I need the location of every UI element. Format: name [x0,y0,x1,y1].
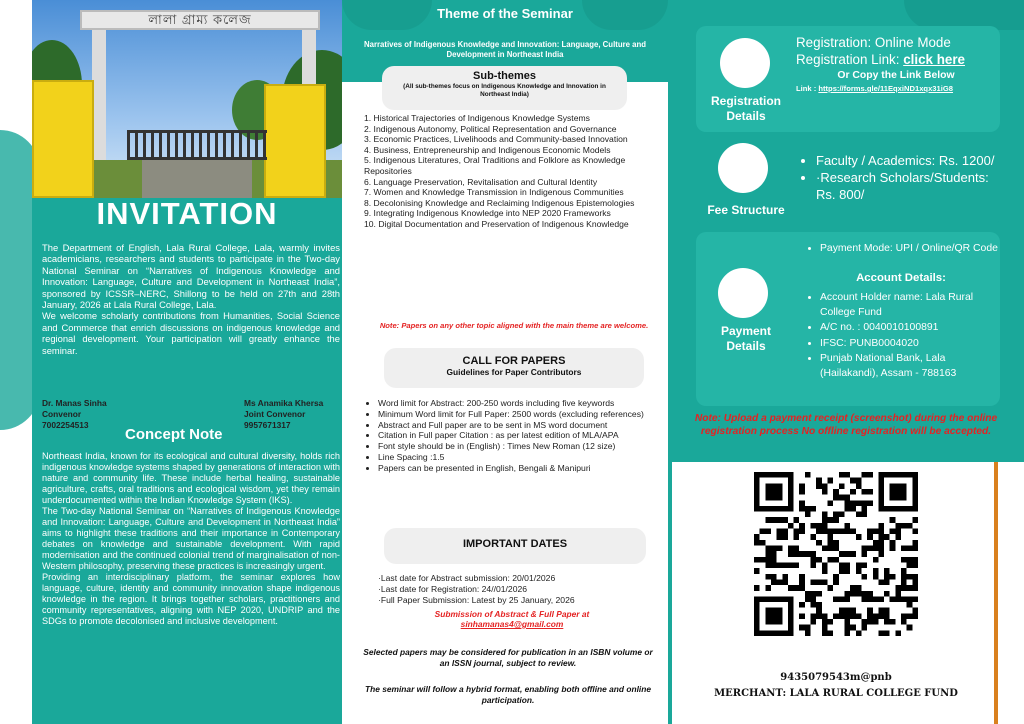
payment-mode-list [820,242,1000,255]
guideline-item: • Font style should be in (English) : Times New Roman (12 size) [378,441,664,452]
cfp-subtitle: Guidelines for Paper Contributors [446,367,582,377]
call-for-papers-header [384,348,644,388]
subtheme-item: 7. Women and Knowledge Transmission in Indigenous Communities [364,187,624,198]
subthemes-header [382,66,627,110]
invitation-paragraph: We welcome scholarly contributions from Humanities, Social Science and Commerce that enrich discussions on indigenous knowledge and regional development. Your participation will greatly enhance the seminar. [42,310,340,356]
cfp-title: CALL FOR PAPERS [462,355,566,367]
theme-label: Theme of the Seminar [437,6,573,21]
hybrid-format-note: The seminar will follow a hybrid format, enabling both offline and online participation. [364,684,651,705]
fee-circle [718,143,768,193]
fee-structure-label: Fee Structure [707,203,785,217]
payment-box [696,232,1000,406]
date-item: ·Last date for Abstract submission: 20/01/2026 [378,573,556,583]
joint-convenor-phone: 9957671317 [244,420,291,430]
account-item: • A/C no. : 0040010100891 [820,320,998,335]
registration-link-prefix: Registration Link: [796,52,904,67]
fee-list [816,152,1006,203]
upi-id: 9435079543m@pnb [780,672,892,683]
convenor-role: Convenor [42,409,82,419]
payment-circle [718,268,768,318]
guideline-item: • Word limit for Abstract: 200-250 words including five keywords [378,398,664,409]
publication-note: Selected papers may be considered for publication in an ISBN volume or an ISSN journal, subject to review. [363,647,653,668]
account-details-list [820,290,998,381]
gate-sign: লালা গ্ৰাম্য কলেজ [148,12,252,27]
subtheme-item: 10. Digital Documentation and Preservation of Indigenous Knowledge [364,218,629,229]
guideline-item: • Abstract and Full paper are to be sent in MS word document [378,420,664,431]
subthemes-subtitle: (All sub-themes focus on Indigenous Knowledge and Innovation in Northeast India) [403,83,606,98]
guideline-item: • Papers can be presented in English, Bengali & Manipuri [378,463,664,474]
concept-note-title: Concept Note [125,426,223,443]
account-item: • Account Holder name: Lala Rural College Fund [820,290,998,320]
registration-label: Registration Details [710,94,781,123]
registration-link-row [796,51,965,68]
convenor-name: Dr. Manas Sinha [42,398,107,408]
payment-note: Note: Upload a payment receipt (screenshot) during the online registration process No offline registration will be accepted. [694,413,998,437]
subtheme-item: 5. Indigenous Literatures, Oral Traditions and Folklore as Knowledge Repositories [364,155,626,176]
guideline-item: • Line Spacing :1.5 [378,452,664,463]
joint-convenor-role: Joint Convenor [244,409,306,419]
account-item: • IFSC: PUNB0004020 [820,336,998,351]
fee-structure-box [696,138,1000,226]
convenor-phone: 7002254513 [42,420,89,430]
registration-mode: Registration: Online Mode [796,35,951,50]
theme-text: Narratives of Indigenous Knowledge and Innovation: Language, Culture and Development in Northeast India [363,40,646,59]
fee-item: • ·Research Scholars/Students: Rs. 800/ [816,169,1006,203]
concept-paragraph: Providing an interdisciplinary platform, the seminar explores how language, culture, identity and community innovation shape indigenous knowledge in the region. It brings together scholars, practitioners and community representatives, aligning with NEP 2020, UNDRIP and the SDGs to promote decolonised and inclusive development. [42,572,340,626]
subtheme-item: 8. Decolonising Knowledge and Reclaiming Indigenous Epistemologies [364,197,635,208]
dates-title: IMPORTANT DATES [462,538,568,550]
click-here-link[interactable]: click here [903,52,965,67]
subtheme-item: 2. Indigenous Autonomy, Political Representation and Governance [364,123,617,134]
invitation-title: INVITATION [96,196,278,231]
account-details-title: Account Details: [856,272,946,284]
registration-circle [720,38,770,88]
payment-qr-code [754,472,918,636]
subthemes-note: Note: Papers on any other topic aligned with the main theme are welcome. [379,321,649,330]
submission-note [372,609,652,629]
fee-item: • Faculty / Academics: Rs. 1200/ [816,152,1006,169]
joint-convenor-name: Ms Anamika Khersa [244,398,324,408]
guidelines-list [368,398,664,474]
registration-box [696,26,1000,132]
college-gate-photo [32,0,342,198]
guideline-item: • Citation in Full paper Citation : as per latest edition of MLA/APA [378,430,664,441]
date-item: ·Last date for Registration: 24//01/2026 [378,583,528,594]
form-url-link[interactable]: https://forms.gle/11EqxiND1xqx31iG8 [818,84,953,93]
dates-list [378,573,658,605]
concept-paragraph: The Two-day National Seminar on “Narratives of Indigenous Knowledge and Innovation: Language, Culture and Development in Northeast India” aims to highlight these traditions and their importance in Contemporary debates on knowledge and sustainable development. With rapid modernisation and the continued colonial trend of marginalisation of non-Western philosophy, preserving these practices is increasingly urgent. [42,506,340,571]
convenor-block [42,398,107,431]
payment-label: Payment Details [720,324,772,353]
concept-paragraph: Northeast India, known for its ecological and cultural diversity, holds rich indigenous knowledge systems shaped by generations of interaction with nature and community life. These include herbal healing, sustainable agriculture, crafts, oral traditions and ecological wisdom, yet they remain underdocumented within the Indian Knowledge System (IKS). [42,451,340,505]
account-item: • Punjab National Bank, Lala (Hailakandi), Assam - 788163 [820,351,998,381]
middle-panel [342,0,668,724]
form-link-row [796,84,953,93]
subtheme-item: 3. Economic Practices, Livelihoods and Community-based Innovation [364,134,628,145]
important-dates-header [384,528,646,564]
date-item: ·Full Paper Submission: Latest by 25 January, 2026 [378,594,575,605]
concept-note-text [42,451,340,627]
subtheme-item: 1. Historical Trajectories of Indigenous Knowledge Systems [364,113,590,123]
submission-email-link[interactable]: sinhamanas4@gmail.com [460,619,564,629]
registration-info [796,34,965,68]
subtheme-item: 6. Language Preservation, Revitalisation and Cultural Identity [364,176,598,187]
invitation-paragraph: The Department of English, Lala Rural College, Lala, warmly invites academicians, researchers and students to participate in the Two-day National Seminar on “Narratives of Indigenous Knowledge and Innovation: Language, Culture and Development in Northeast India”, sponsored by ICSSR–NERC, Shillong to be held on 27th and 28th January, 2026 at Lala Rural College, Lala. [42,242,340,311]
invitation-text [42,242,340,356]
joint-convenor-block [244,398,323,431]
subtheme-item: 9. Integrating Indigenous Knowledge into NEP 2020 Frameworks [364,208,611,219]
link-prefix: Link : [796,84,819,93]
merchant-name: MERCHANT: LALA RURAL COLLEGE FUND [714,688,958,699]
payment-mode: • Payment Mode: UPI / Online/QR Code [820,242,1000,255]
subthemes-title: Sub-themes [473,70,536,82]
right-panel [668,0,1024,724]
subthemes-list [364,113,664,230]
guideline-item: • Minimum Word limit for Full Paper: 2500 words (excluding references) [378,409,664,420]
subtheme-item: 4. Business, Entrepreneurship and Indigenous Economic Models [364,144,611,155]
submission-label: Submission of Abstract & Full Paper at [434,609,590,619]
left-panel [0,0,342,724]
copy-link-label: Or Copy the Link Below [837,70,955,81]
